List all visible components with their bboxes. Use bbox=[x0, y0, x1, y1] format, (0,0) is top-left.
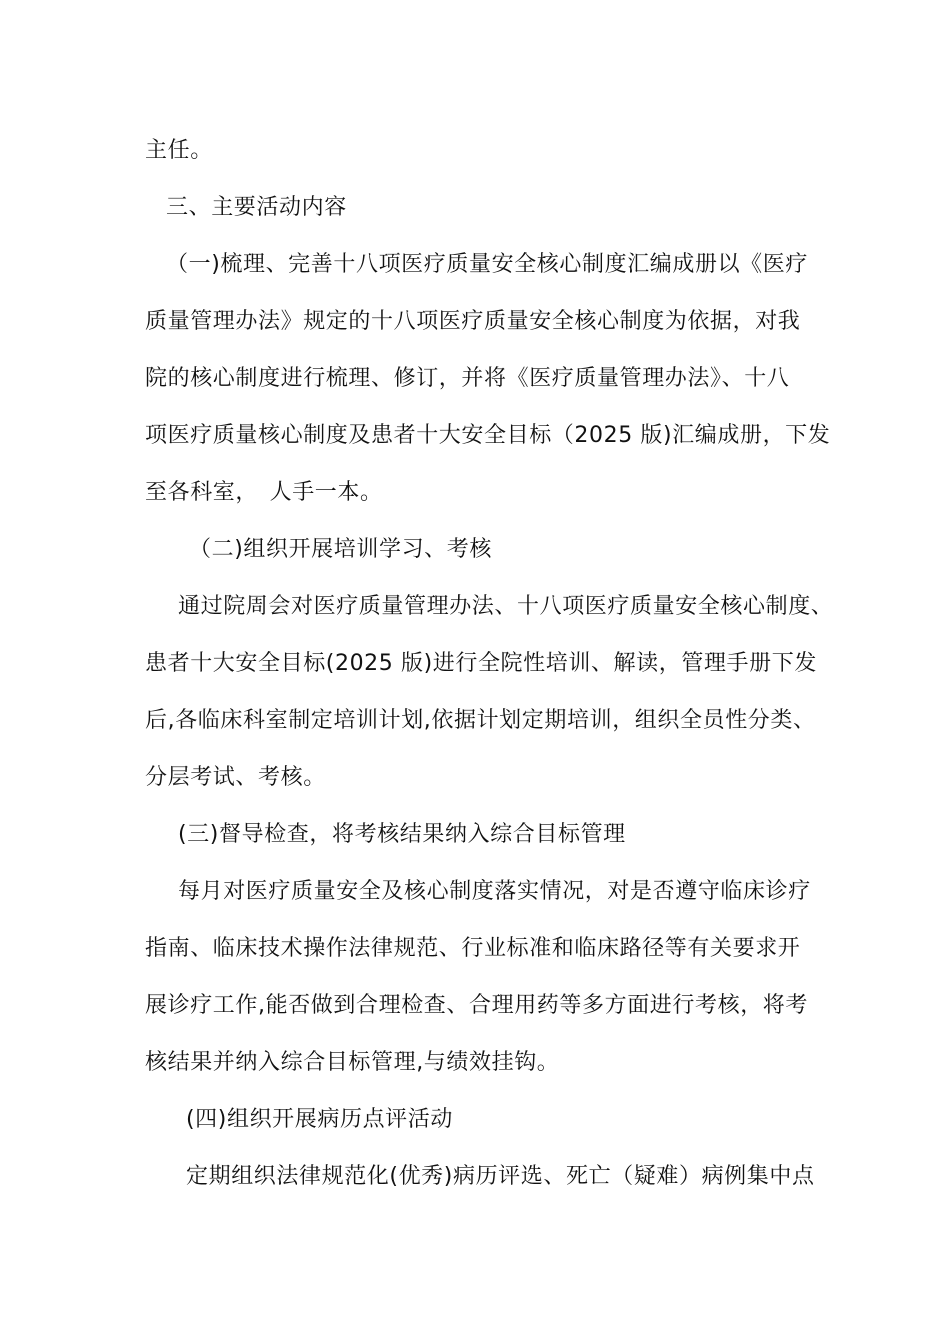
text-line-6: 项医疗质量核心制度及患者十大安全目标（2025 版)汇编成册，下发 bbox=[145, 423, 831, 448]
subsection-heading-4: (四)组织开展病历点评活动 bbox=[186, 1107, 453, 1132]
text-line-1: 主任。 bbox=[145, 138, 213, 163]
text-line-11: 后,各临床科室制定培训计划,依据计划定期培训，组织全员性分类、 bbox=[145, 708, 816, 733]
section-heading-3: 三、主要活动内容 bbox=[166, 195, 347, 220]
subsection-heading-3: (三)督导检查，将考核结果纳入综合目标管理 bbox=[178, 822, 626, 847]
text-line-9: 通过院周会对医疗质量管理办法、十八项医疗质量安全核心制度、 bbox=[178, 594, 834, 619]
text-line-14: 每月对医疗质量安全及核心制度落实情况，对是否遵守临床诊疗 bbox=[178, 879, 811, 904]
text-line-15: 指南、临床技术操作法律规范、行业标准和临床路径等有关要求开 bbox=[145, 936, 801, 961]
text-line-7: 至各科室， 人手一本。 bbox=[145, 480, 383, 505]
text-line-19: 定期组织法律规范化(优秀)病历评选、死亡（疑难）病例集中点 bbox=[186, 1164, 815, 1189]
subsection-heading-2: （二)组织开展培训学习、考核 bbox=[189, 537, 492, 562]
text-line-16: 展诊疗工作,能否做到合理检查、合理用药等多方面进行考核，将考 bbox=[145, 993, 808, 1018]
text-line-12: 分层考试、考核。 bbox=[145, 765, 326, 790]
text-line-17: 核结果并纳入综合目标管理,与绩效挂钩。 bbox=[145, 1050, 560, 1075]
text-line-10: 患者十大安全目标(2025 版)进行全院性培训、解读，管理手册下发 bbox=[145, 651, 817, 676]
text-line-3: （一)梳理、完善十八项医疗质量安全核心制度汇编成册以《医疗 bbox=[166, 252, 808, 277]
text-line-5: 院的核心制度进行梳理、修订，并将《医疗质量管理办法》、十八 bbox=[145, 366, 790, 391]
text-line-4: 质量管理办法》规定的十八项医疗质量安全核心制度为依据，对我 bbox=[145, 309, 801, 334]
